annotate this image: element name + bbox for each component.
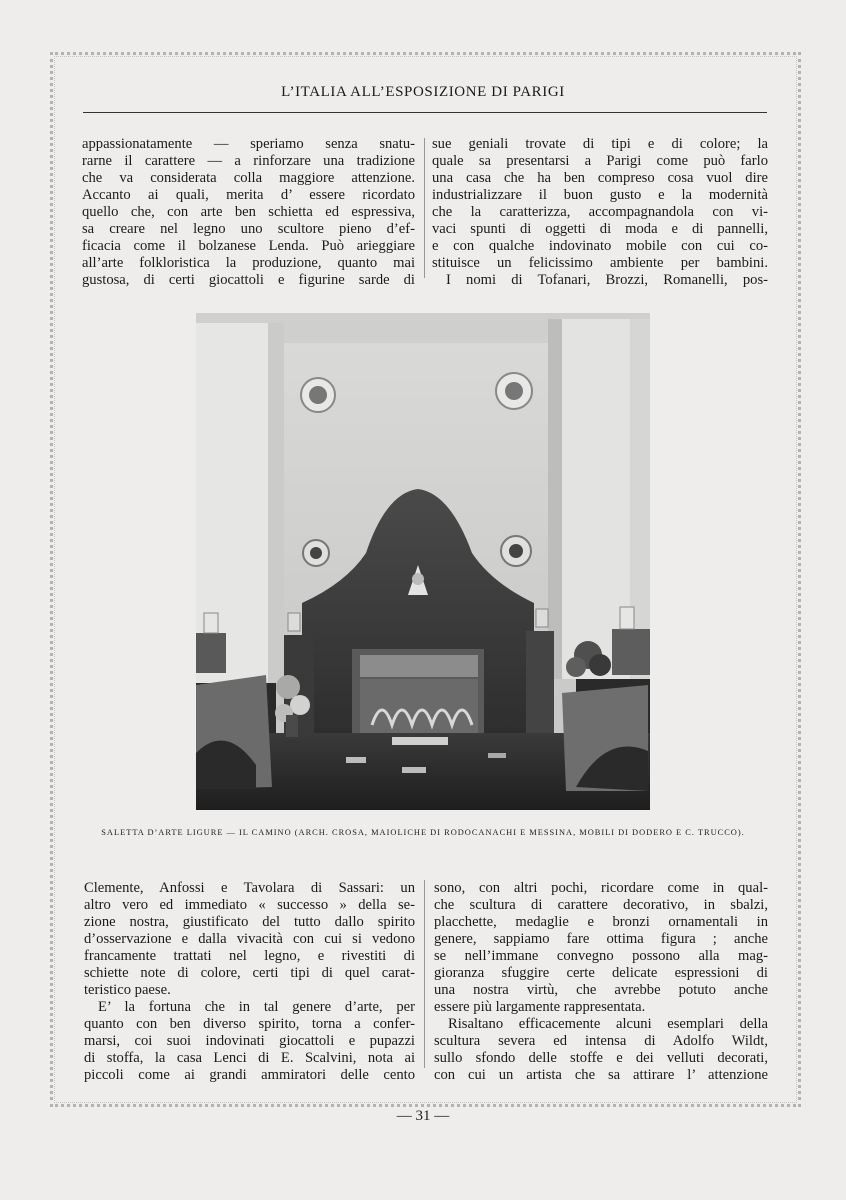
running-head: L’ITALIA ALL’ESPOSIZIONE DI PARIGI xyxy=(281,84,565,100)
text-line: che scultura di carattere decorativo, in sbalzi, xyxy=(434,897,768,913)
text-line: quello che, con arte ben schietta ed espressiva, xyxy=(82,204,415,220)
text-line: che va considerata colla maggiore attenzione. xyxy=(82,170,415,186)
text-line: Risaltano efficacemente alcuni esemplari della xyxy=(448,1016,768,1032)
top-left-column xyxy=(82,136,415,289)
column-divider xyxy=(424,880,425,1068)
text-line: e con qualche indovinato mobile con cui co- xyxy=(432,238,768,254)
text-line: d’osservazione e dalla vivacità con cui si vedono xyxy=(84,931,415,947)
text-line: E’ la fortuna che in tal genere d’arte, per xyxy=(98,999,415,1015)
fireplace-photograph xyxy=(196,313,650,810)
text-line: placchette, medaglie e bronzi ornamentali in xyxy=(434,914,768,930)
text-line: Clemente, Anfossi e Tavolara di Sassari: un xyxy=(84,880,415,896)
text-line: vaci spunti di oggetti di moda e di pannelli, xyxy=(432,221,768,237)
text-line: marsi, coi suoi indovinati giocattoli e pupazzi xyxy=(84,1033,415,1049)
text-line: gustosa, di certi giocattoli e figurine sarde di xyxy=(82,272,415,288)
text-line: stituisce un felicissimo ambiente per bambini. xyxy=(432,255,768,271)
text-line: teristico paese. xyxy=(84,982,171,998)
text-line: essere più largamente rappresentata. xyxy=(434,999,646,1015)
text-line: con cui un artista che sa attirare l’ attenzione xyxy=(434,1067,768,1083)
text-line: piccoli come ai grandi ammiratori delle cento xyxy=(84,1067,415,1083)
text-line: scultura severa ed intensa di Adolfo Wildt, xyxy=(434,1033,768,1049)
fireplace-illustration xyxy=(196,313,650,810)
text-line: rarne il carattere — a rinforzare una tradizione xyxy=(82,153,415,169)
text-line: se nell’immane convegno possono alla mag- xyxy=(434,948,768,964)
text-line: schiette note di colore, certi tipi di quel carat- xyxy=(84,965,415,981)
text-line: sono, con altri pochi, ricordare come in qual- xyxy=(434,880,768,896)
text-line: genere, sappiamo fare ottima figura ; anche xyxy=(434,931,768,947)
bottom-right-column xyxy=(434,880,768,1084)
text-line: sullo sfondo delle stoffe e dei velluti decorati, xyxy=(434,1050,768,1066)
column-divider xyxy=(424,138,425,278)
text-line: quanto con ben diverso spirito, torna a confer- xyxy=(84,1016,415,1032)
text-line: una nostra virtù, che avrebbe potuto anche xyxy=(434,982,768,998)
text-line: quale sa presentarsi a Parigi come può farlo xyxy=(432,153,768,169)
text-line: sa creare nel legno uno scultore pieno d’ef- xyxy=(82,221,415,237)
bottom-left-column xyxy=(84,880,415,1084)
text-line: sue geniali trovate di tipi e di colore; la xyxy=(432,136,768,152)
text-line: di stoffa, la casa Lenci di E. Scalvini, nota ai xyxy=(84,1050,415,1066)
top-right-column xyxy=(432,136,768,289)
figure-caption: SALETTA D’ARTE LIGURE — IL CAMINO (ARCH. CROSA, MAIOLICHE DI RODOCANACHI E MESSINA, MOBILI DI DODERO E C. TRUCCO). xyxy=(101,828,745,837)
text-line: che la caratterizza, accompagnandola con vi- xyxy=(432,204,768,220)
text-line: Accanto ai quali, merita d’ essere ricordato xyxy=(82,187,415,203)
text-line: all’arte folkloristica la produzione, quanto mai xyxy=(82,255,415,271)
text-line: francamente trattati nel legno, e rivestiti di xyxy=(84,948,415,964)
text-line: industrializzare il buon gusto e la modernità xyxy=(432,187,768,203)
text-line: ficacia come il bolzanese Lenda. Può arieggiare xyxy=(82,238,415,254)
text-line: gioranza sfuggire certe delicate espressioni di xyxy=(434,965,768,981)
text-line: altro vero ed immediato « successo » della se- xyxy=(84,897,415,913)
text-line: zione nostra, giustificato del tutto dallo spirito xyxy=(84,914,415,930)
text-line: appassionatamente — speriamo senza snatu- xyxy=(82,136,415,152)
text-line: I nomi di Tofanari, Brozzi, Romanelli, pos- xyxy=(446,272,768,288)
page-number: — 31 — xyxy=(396,1108,450,1124)
header-rule xyxy=(83,112,767,113)
text-line: una casa che ha ben compreso cosa vuol dire xyxy=(432,170,768,186)
